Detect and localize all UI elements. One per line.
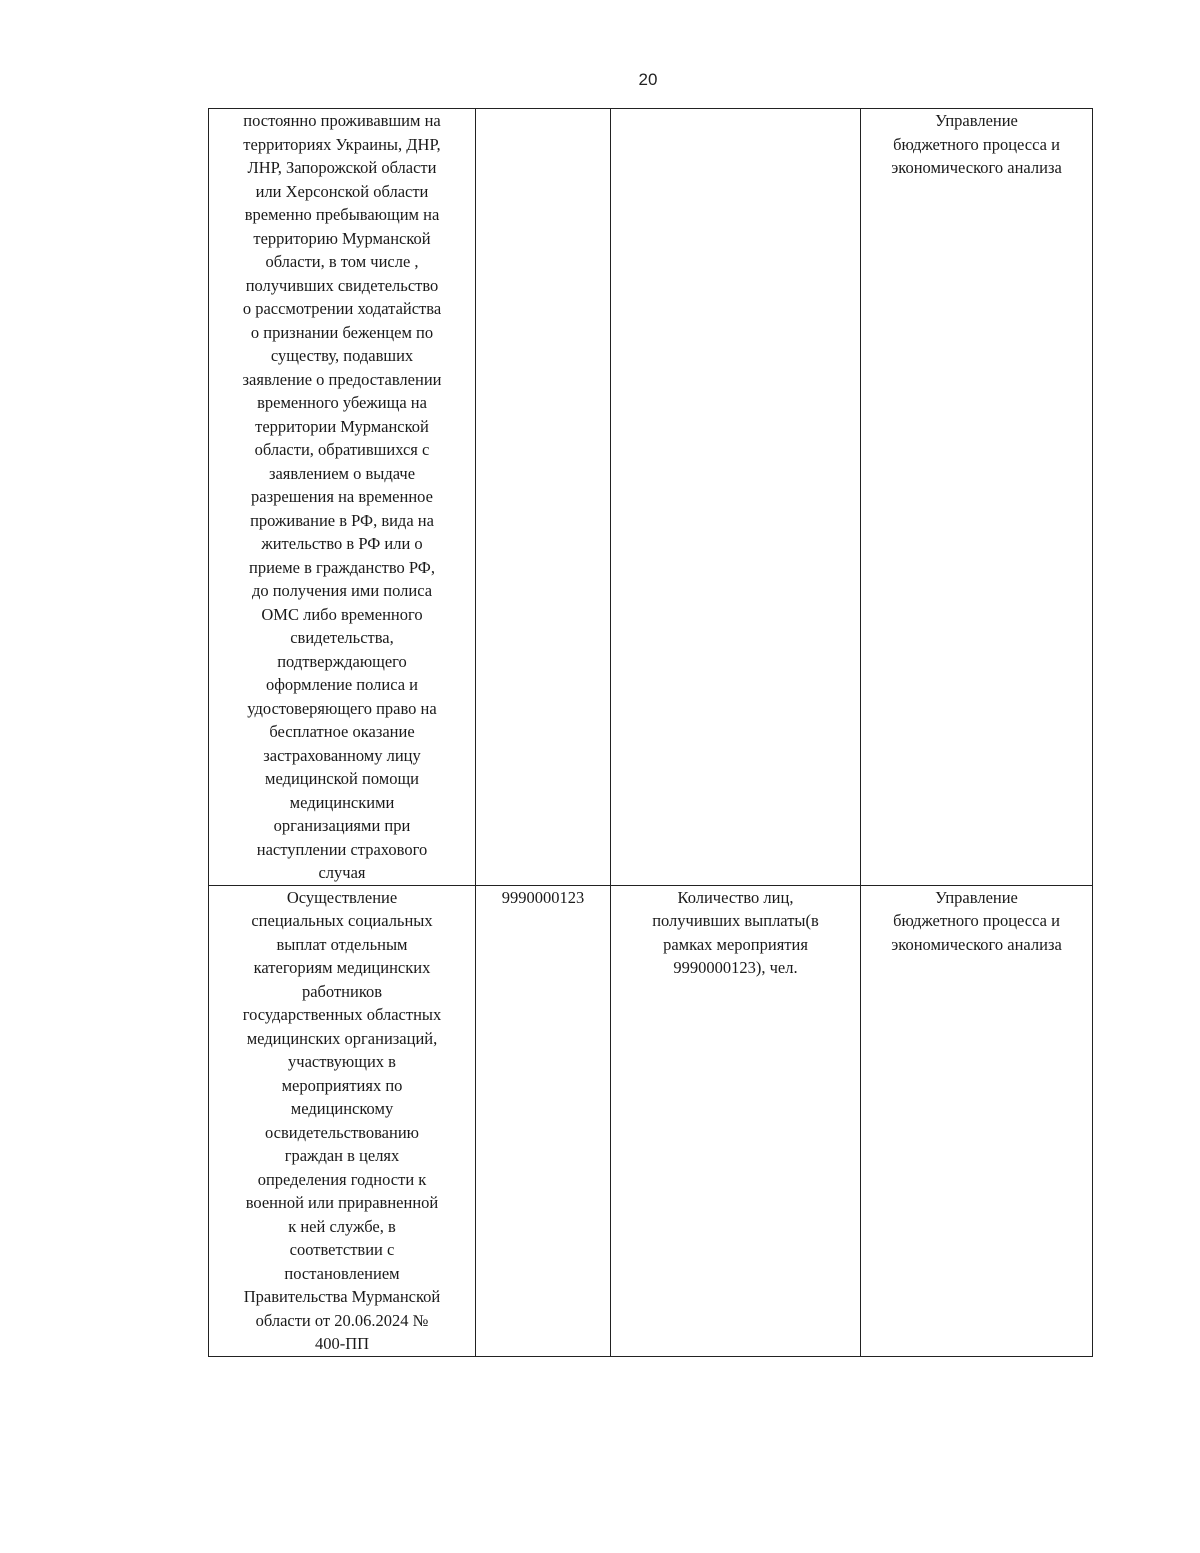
indicator-cell <box>611 109 861 886</box>
code-cell <box>476 109 611 886</box>
program-table <box>208 108 1093 1357</box>
description-cell <box>209 885 476 1356</box>
responsible-text: Управление бюджетного процесса и экономического анализа <box>891 887 1062 954</box>
responsible-cell <box>861 885 1093 1356</box>
page-number: 20 <box>638 70 658 89</box>
description-text: Осуществление специальных социальных выплат отдельным категориям медицинских работников государственных областных медицинских организаций, участвующих в мероприятиях по медицинскому освидетельствованию граждан в целях определения годности к военной или приравненной к ней службе, в соответствии с постановлением Правительства Мурманской области от 20.06.2024 № 400-ПП <box>242 887 442 1353</box>
code-text: 9990000123 <box>501 887 585 907</box>
table-row <box>209 109 1093 886</box>
responsible-text: Управление бюджетного процесса и экономического анализа <box>891 111 1062 177</box>
indicator-cell <box>611 885 861 1356</box>
indicator-text: Количество лиц, получивших выплаты(в рамках мероприятия 9990000123), чел. <box>652 887 819 977</box>
description-text: постоянно проживавшим на территориях Украины, ДНР, ЛНР, Запорожской области или Херсонской области временно пребывающим на территорию Мурманской области, в том числе , получивших свидетельство о рассмотрении ходатайства о признании беженцем по существу, подавших заявление о предоставлении временного убежища на территории Мурманской области, обратившихся с заявлением о выдаче разрешения на временное проживание в РФ, вида на жительство в РФ или о приеме в гражданство РФ, до получения ими полиса ОМС либо временного свидетельства, подтверждающего оформление полиса и удостоверяющего право на бесплатное оказание застрахованному лицу медицинской помощи медицинскими организациями при наступлении страхового случая <box>242 111 442 882</box>
code-cell <box>476 885 611 1356</box>
description-cell <box>209 109 476 886</box>
responsible-cell <box>861 109 1093 886</box>
table-row <box>209 885 1093 1356</box>
